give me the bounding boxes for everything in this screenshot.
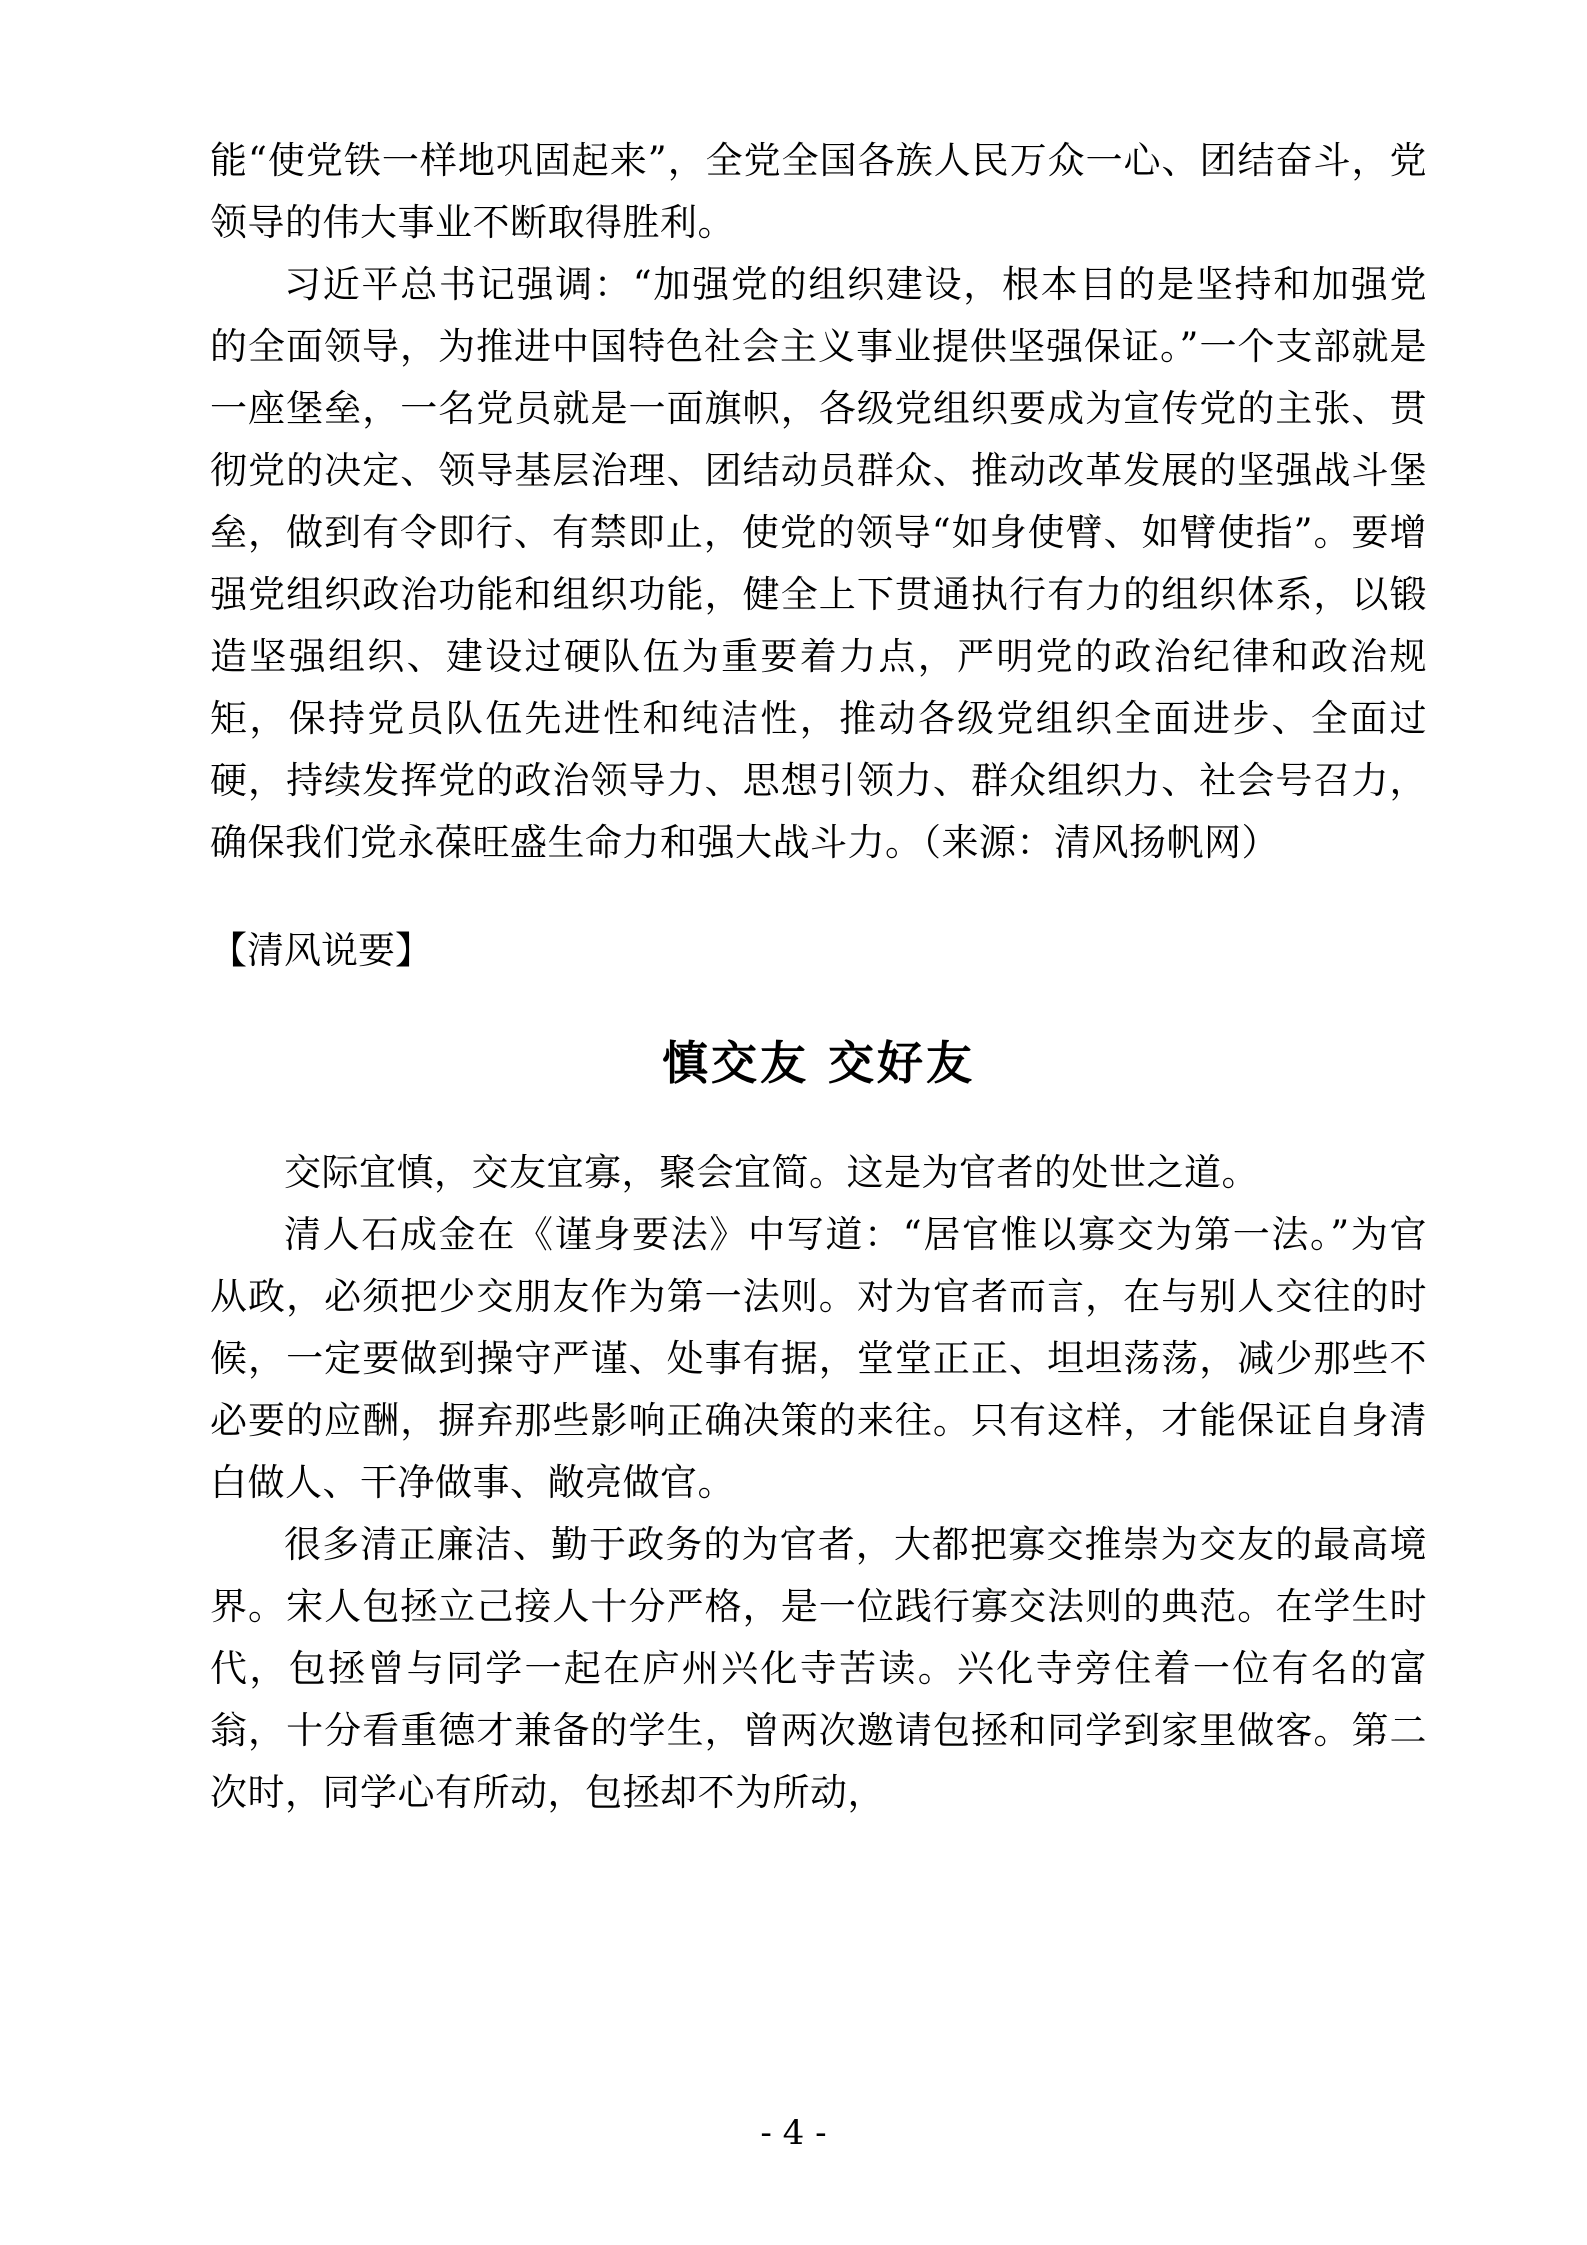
article-paragraph-2: 清人石成金在《谨身要法》中写道：“居官惟以寡交为第一法。”为官从政，必须把少交朋友作为第一法则。对为官者而言，在与别人交往的时候，一定要做到操守严谨、处事有据，堂堂正正、坦坦荡荡，减少那些不必要的应酬，摒弃那些影响正确决策的来往。只有这样，才能保证自身清白做人、干净做事、敞亮做官。 [210, 1213, 1427, 1504]
article-paragraph-3: 很多清正廉洁、勤于政务的为官者，大都把寡交推崇为交友的最高境界。宋人包拯立己接人十分严格，是一位践行寡交法则的典范。在学生时代，包拯曾与同学一起在庐州兴化寺苦读。兴化寺旁住着一位有名的富翁，十分看重德才兼备的学生，曾两次邀请包拯和同学到家里做客。第二次时，同学心有所动，包拯却不为所动， [210, 1523, 1427, 1814]
page-number: - 4 - [760, 2113, 827, 2153]
article-paragraph-1: 交际宜慎，交友宜寡，聚会宜简。这是为官者的处世之道。 [284, 1151, 1259, 1194]
article-title: 慎交友 交好友 [661, 1036, 975, 1090]
section-tag: 【清风说要】 [210, 929, 432, 972]
article-body [210, 1098, 1427, 1824]
paragraph-continuation: 能“使党铁一样地巩固起来”，全党全国各族人民万众一心、团结奋斗，党领导的伟大事业不断取得胜利。 [210, 139, 1427, 244]
paragraph-quote-xi: 习近平总书记强调：“加强党的组织建设，根本目的是坚持和加强党的全面领导，为推进中国特色社会主义事业提供坚强保证。”一个支部就是一座堡垒，一名党员就是一面旗帜，各级党组织要成为宣传党的主张、贯彻党的决定、领导基层治理、团结动员群众、推动改革发展的坚强战斗堡垒，做到有令即行、有禁即止，使党的领导“如身使臂、如臂使指”。要增强党组织政治功能和组织功能，健全上下贯通执行有力的组织体系，以锻造坚强组织、建设过硬队伍为重要着力点，严明党的政治纪律和政治规矩，保持党员队伍先进性和纯洁性，推动各级党组织全面进步、全面过硬，持续发挥党的政治领导力、思想引领力、群众组织力、社会号召力，确保我们党永葆旺盛生命力和强大战斗力。（来源：清风扬帆网） [210, 263, 1427, 864]
